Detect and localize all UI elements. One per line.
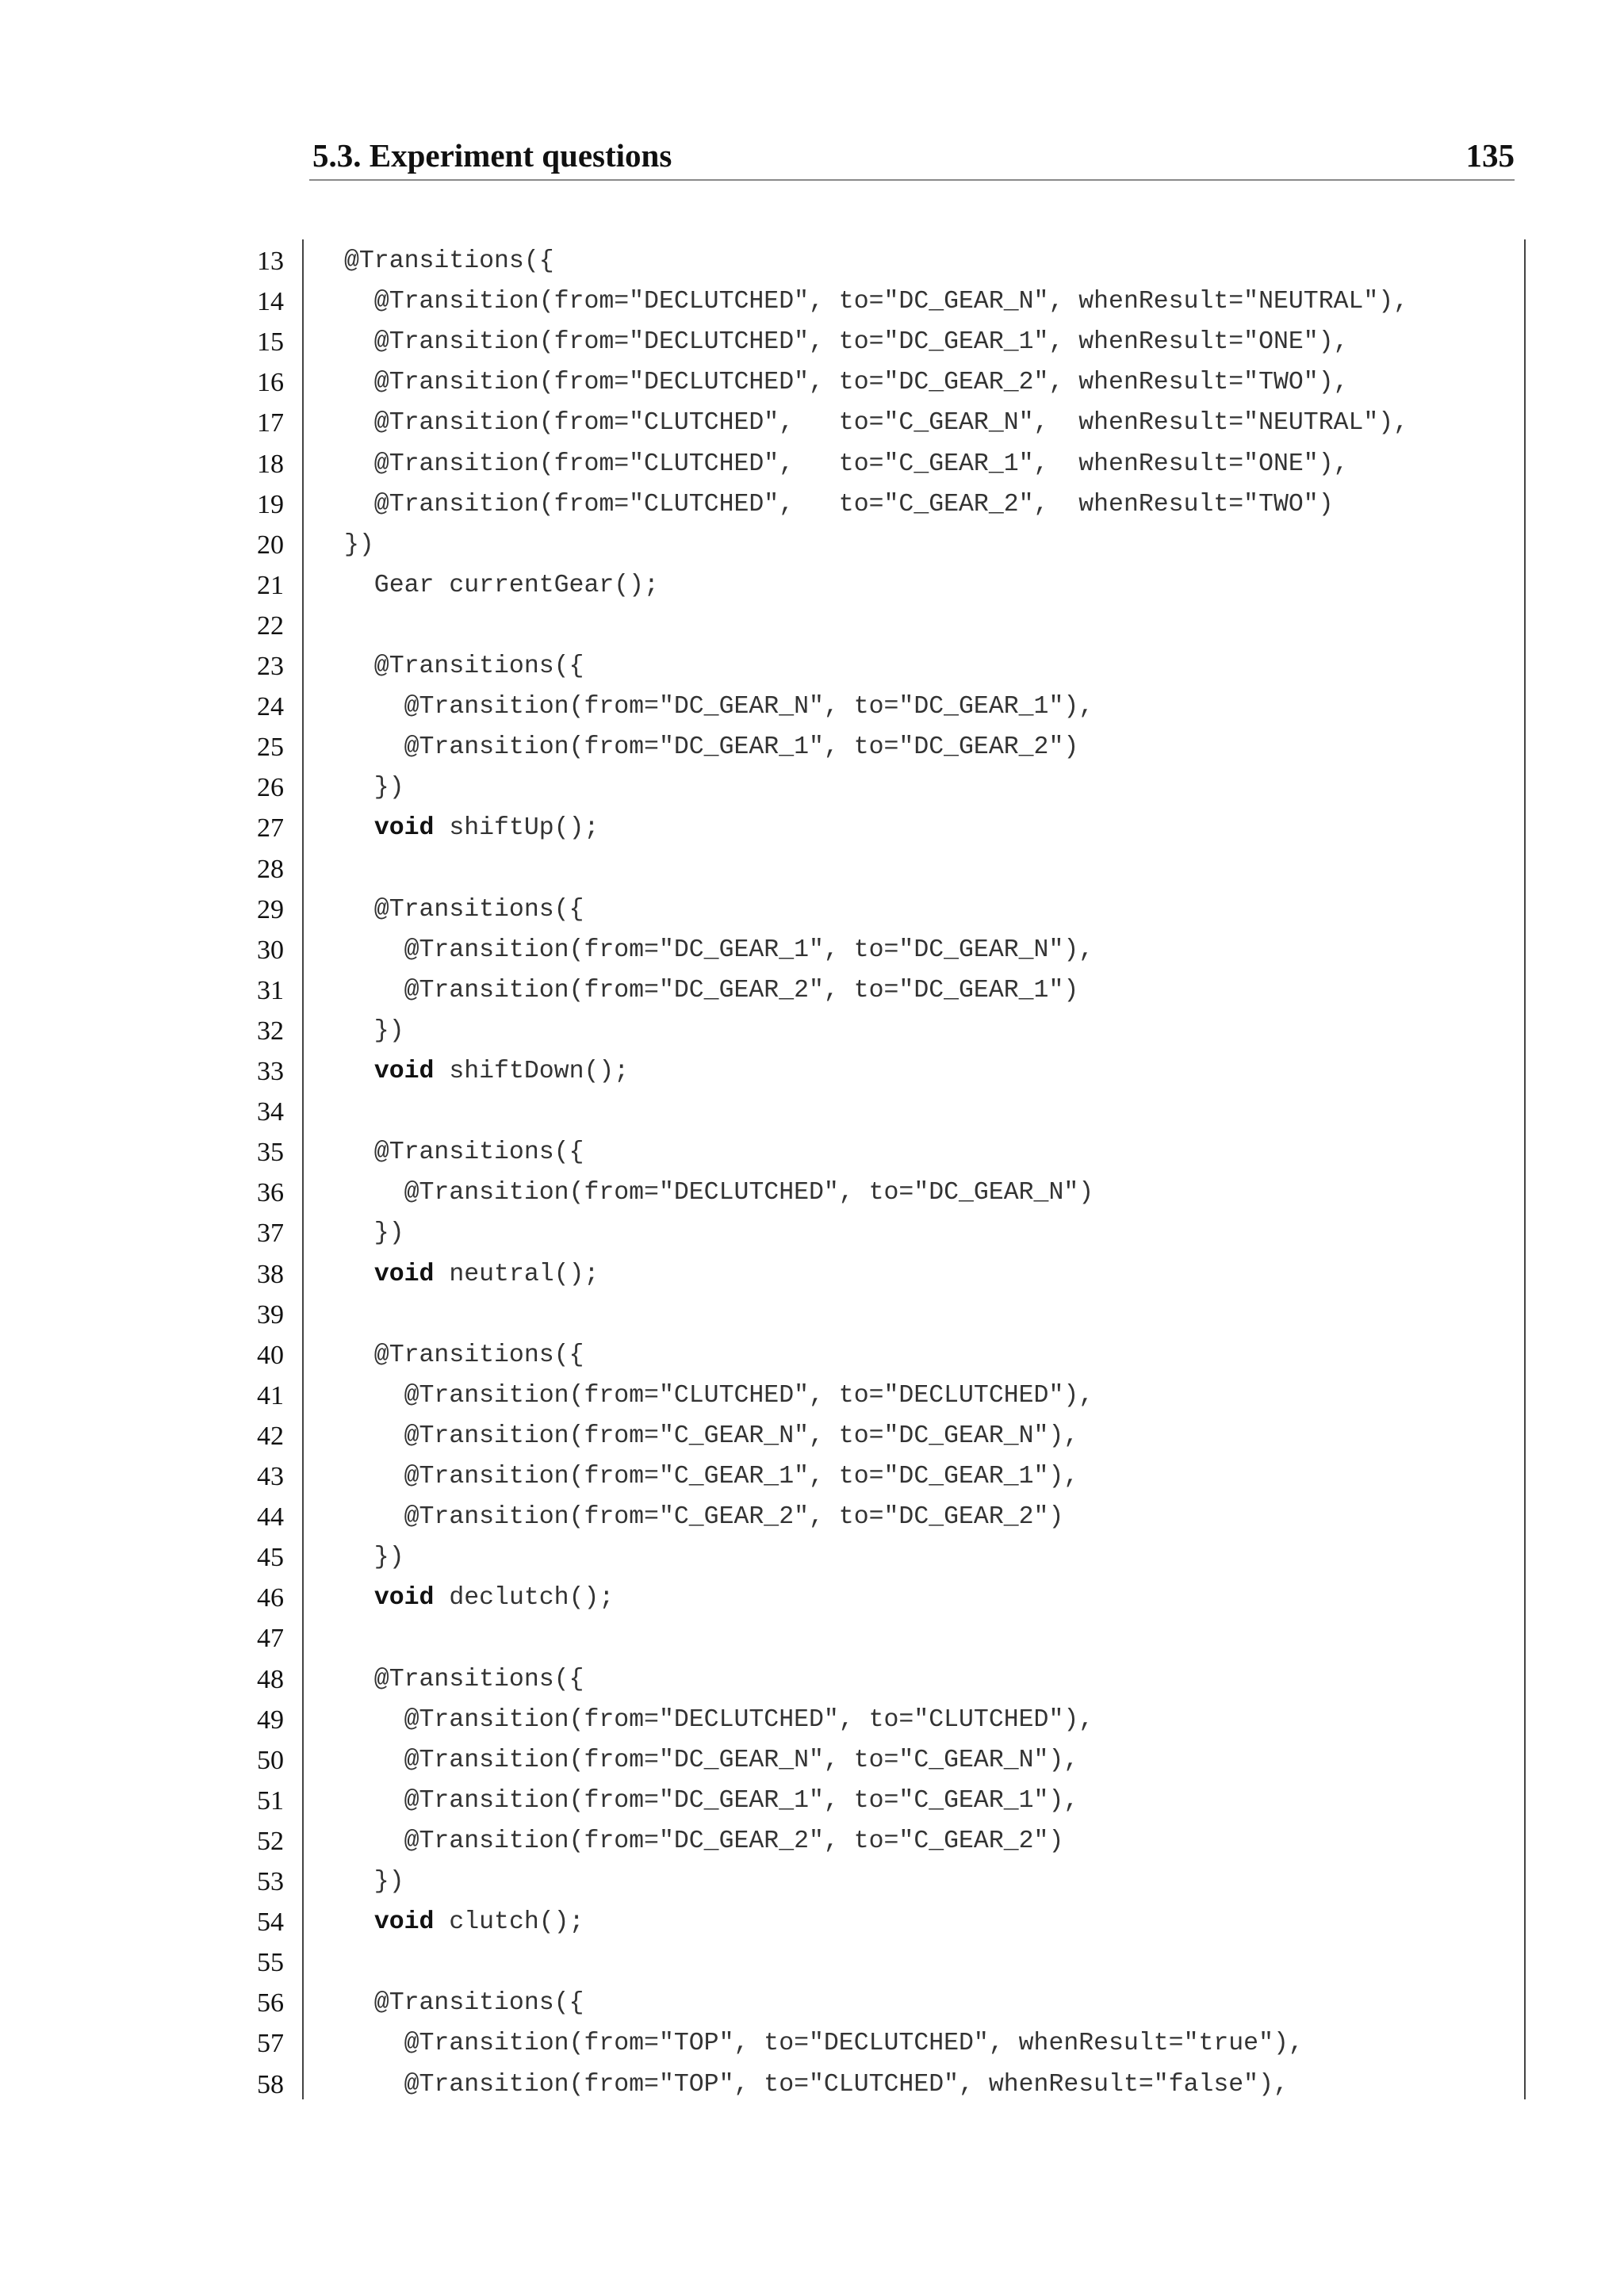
running-head (309, 136, 1515, 181)
code-line (222, 565, 1522, 606)
code-line (222, 1132, 1522, 1173)
code-text: @Transition(from="DC_GEAR_2", to="DC_GEAR_1") (344, 976, 1079, 1004)
code-text: @Transitions({ (344, 1341, 584, 1369)
line-number: 16 (257, 368, 284, 398)
line-number: 39 (257, 1299, 284, 1330)
code-line (222, 1173, 1522, 1213)
code-line (222, 970, 1522, 1011)
code-line (222, 808, 1522, 848)
line-number: 29 (257, 894, 284, 924)
code-line (222, 2023, 1522, 2064)
line-number: 22 (257, 610, 284, 641)
code-text: @Transition(from="DC_GEAR_2", to="C_GEAR_2") (344, 1827, 1064, 1855)
line-number: 46 (257, 1583, 284, 1613)
code-line (222, 403, 1522, 443)
line-number: 53 (257, 1867, 284, 1896)
keyword: void (373, 1260, 435, 1288)
code-line (222, 1537, 1522, 1578)
code-line (222, 1376, 1522, 1416)
code-text: @Transition(from="C_GEAR_N", to="DC_GEAR_N"), (344, 1422, 1079, 1450)
line-number: 37 (257, 1219, 284, 1249)
code-rest: shiftUp(); (434, 814, 599, 843)
line-number: 54 (257, 1908, 284, 1938)
line-number: 48 (257, 1664, 284, 1694)
code-text: @Transitions({ (344, 1989, 584, 2018)
code-text: @Transitions({ (344, 1138, 584, 1167)
line-number: 31 (257, 975, 284, 1005)
line-number: 21 (257, 570, 284, 600)
line-number: 24 (257, 692, 284, 722)
code-line (222, 1051, 1522, 1092)
line-number: 26 (257, 773, 284, 803)
line-number: 41 (257, 1380, 284, 1410)
line-number: 32 (257, 1016, 284, 1046)
line-number: 28 (257, 854, 284, 884)
line-number: 58 (257, 2069, 284, 2099)
code-line (222, 525, 1522, 565)
code-text: @Transition(from="CLUTCHED", to="C_GEAR_2", whenResult="TWO") (344, 490, 1334, 519)
code-text: @Transitions({ (344, 895, 584, 924)
code-rest: declutch(); (434, 1584, 615, 1613)
code-text: @Transition(from="DECLUTCHED", to="DC_GEAR_N", whenResult="NEUTRAL"), (344, 288, 1409, 316)
line-number: 15 (257, 327, 284, 358)
code-text: }) (344, 1868, 404, 1896)
code-line (222, 1902, 1522, 1942)
line-number: 45 (257, 1543, 284, 1573)
line-number: 40 (257, 1340, 284, 1370)
line-number: 19 (257, 489, 284, 519)
code-text: @Transition(from="CLUTCHED", to="C_GEAR_1", whenResult="ONE"), (344, 450, 1349, 478)
code-line (222, 484, 1522, 525)
code-line (222, 362, 1522, 403)
keyword: void (373, 1908, 435, 1937)
line-number: 13 (257, 247, 284, 276)
code-text: @Transition(from="DECLUTCHED", to="DC_GEAR_2", whenResult="TWO"), (344, 369, 1349, 397)
code-line (222, 241, 1522, 281)
code-line (222, 1983, 1522, 2023)
line-number: 17 (257, 408, 284, 438)
code-text: @Transition(from="C_GEAR_2", to="DC_GEAR_2") (344, 1503, 1064, 1532)
code-text (344, 1254, 599, 1295)
line-number: 27 (257, 813, 284, 844)
code-line (222, 1821, 1522, 1862)
line-number: 23 (257, 652, 284, 681)
code-line (222, 890, 1522, 930)
code-text: @Transitions({ (344, 1665, 584, 1693)
line-number: 33 (257, 1057, 284, 1086)
code-rest: clutch(); (434, 1908, 584, 1937)
code-text: }) (344, 1219, 404, 1248)
code-text: }) (344, 1544, 404, 1572)
listing-right-rule (1524, 239, 1526, 2099)
line-number: 52 (257, 1826, 284, 1856)
code-line (222, 930, 1522, 970)
line-number: 20 (257, 530, 284, 560)
line-number: 43 (257, 1462, 284, 1491)
code-line (222, 1011, 1522, 1051)
code-text: @Transition(from="DC_GEAR_1", to="DC_GEAR_N"), (344, 936, 1094, 964)
code-line (222, 322, 1522, 362)
code-text: @Transition(from="CLUTCHED", to="C_GEAR_N", whenResult="NEUTRAL"), (344, 409, 1409, 438)
line-number: 35 (257, 1138, 284, 1168)
code-text: @Transition(from="CLUTCHED", to="DECLUTCHED"), (344, 1381, 1094, 1410)
code-text: @Transition(from="TOP", to="DECLUTCHED", whenResult="true"), (344, 2030, 1304, 2058)
line-number: 36 (257, 1178, 284, 1208)
code-line (222, 727, 1522, 767)
line-number: 57 (257, 2029, 284, 2059)
line-number: 18 (257, 449, 284, 479)
code-line (222, 767, 1522, 808)
line-number: 56 (257, 1988, 284, 2019)
code-line (222, 1416, 1522, 1456)
code-line (222, 1092, 1522, 1132)
keyword: void (373, 1058, 435, 1085)
code-text: }) (344, 1016, 404, 1045)
line-number: 50 (257, 1745, 284, 1775)
page-number: 135 (1465, 137, 1515, 174)
line-number: 14 (257, 287, 284, 317)
line-number: 49 (257, 1705, 284, 1735)
code-line (222, 1335, 1522, 1376)
code-text: @Transition(from="TOP", to="CLUTCHED", whenResult="false"), (344, 2070, 1289, 2099)
code-line (222, 1781, 1522, 1821)
code-text: @Transition(from="DC_GEAR_N", to="DC_GEAR_1"), (344, 693, 1094, 721)
code-rest: neutral(); (434, 1260, 599, 1288)
code-text (344, 1902, 584, 1942)
code-line (222, 1659, 1522, 1700)
code-line (222, 1618, 1522, 1659)
code-text: @Transition(from="DECLUTCHED", to="DC_GEAR_1", whenResult="ONE"), (344, 328, 1349, 357)
code-text: @Transition(from="DC_GEAR_N", to="C_GEAR_N"), (344, 1746, 1079, 1774)
line-number: 51 (257, 1785, 284, 1816)
code-rest: shiftDown(); (434, 1058, 630, 1085)
line-number: 34 (257, 1097, 284, 1127)
code-text (344, 808, 599, 848)
line-number: 38 (257, 1259, 284, 1289)
code-text: @Transition(from="DC_GEAR_1", to="DC_GEAR_2") (344, 733, 1079, 762)
line-number: 42 (257, 1421, 284, 1451)
section-title: 5.3. Experiment questions (312, 137, 672, 174)
code-line (222, 281, 1522, 322)
code-line (222, 1254, 1522, 1295)
line-number: 25 (257, 733, 284, 763)
code-text: @Transition(from="DC_GEAR_1", to="C_GEAR_1"), (344, 1786, 1079, 1815)
code-text: @Transition(from="DECLUTCHED", to="CLUTCHED"), (344, 1705, 1094, 1734)
code-line (222, 1862, 1522, 1902)
code-line (222, 1497, 1522, 1537)
code-text (344, 1051, 629, 1092)
code-text: Gear currentGear(); (344, 571, 659, 599)
code-text: @Transition(from="DECLUTCHED", to="DC_GEAR_N") (344, 1179, 1094, 1207)
code-line (222, 2064, 1522, 2105)
code-line (222, 606, 1522, 646)
code-line (222, 444, 1522, 484)
code-line (222, 687, 1522, 727)
code-line (222, 1700, 1522, 1740)
code-text: @Transition(from="C_GEAR_1", to="DC_GEAR_1"), (344, 1463, 1079, 1490)
code-line (222, 1295, 1522, 1335)
code-text: }) (344, 530, 374, 559)
line-number: 30 (257, 935, 284, 965)
keyword: void (373, 814, 435, 843)
line-number: 55 (257, 1948, 284, 1978)
code-line (222, 1740, 1522, 1781)
code-text: }) (344, 774, 404, 802)
line-number: 47 (257, 1624, 284, 1654)
code-listing (222, 239, 1526, 2099)
code-text (344, 1578, 614, 1618)
code-line (222, 1213, 1522, 1253)
code-line (222, 1942, 1522, 1983)
keyword: void (373, 1584, 435, 1613)
line-number: 44 (257, 1502, 284, 1533)
code-text: @Transitions({ (344, 652, 584, 680)
code-line (222, 646, 1522, 687)
code-line (222, 849, 1522, 890)
code-line (222, 1578, 1522, 1618)
code-line (222, 1456, 1522, 1497)
code-text: @Transitions({ (344, 247, 554, 275)
